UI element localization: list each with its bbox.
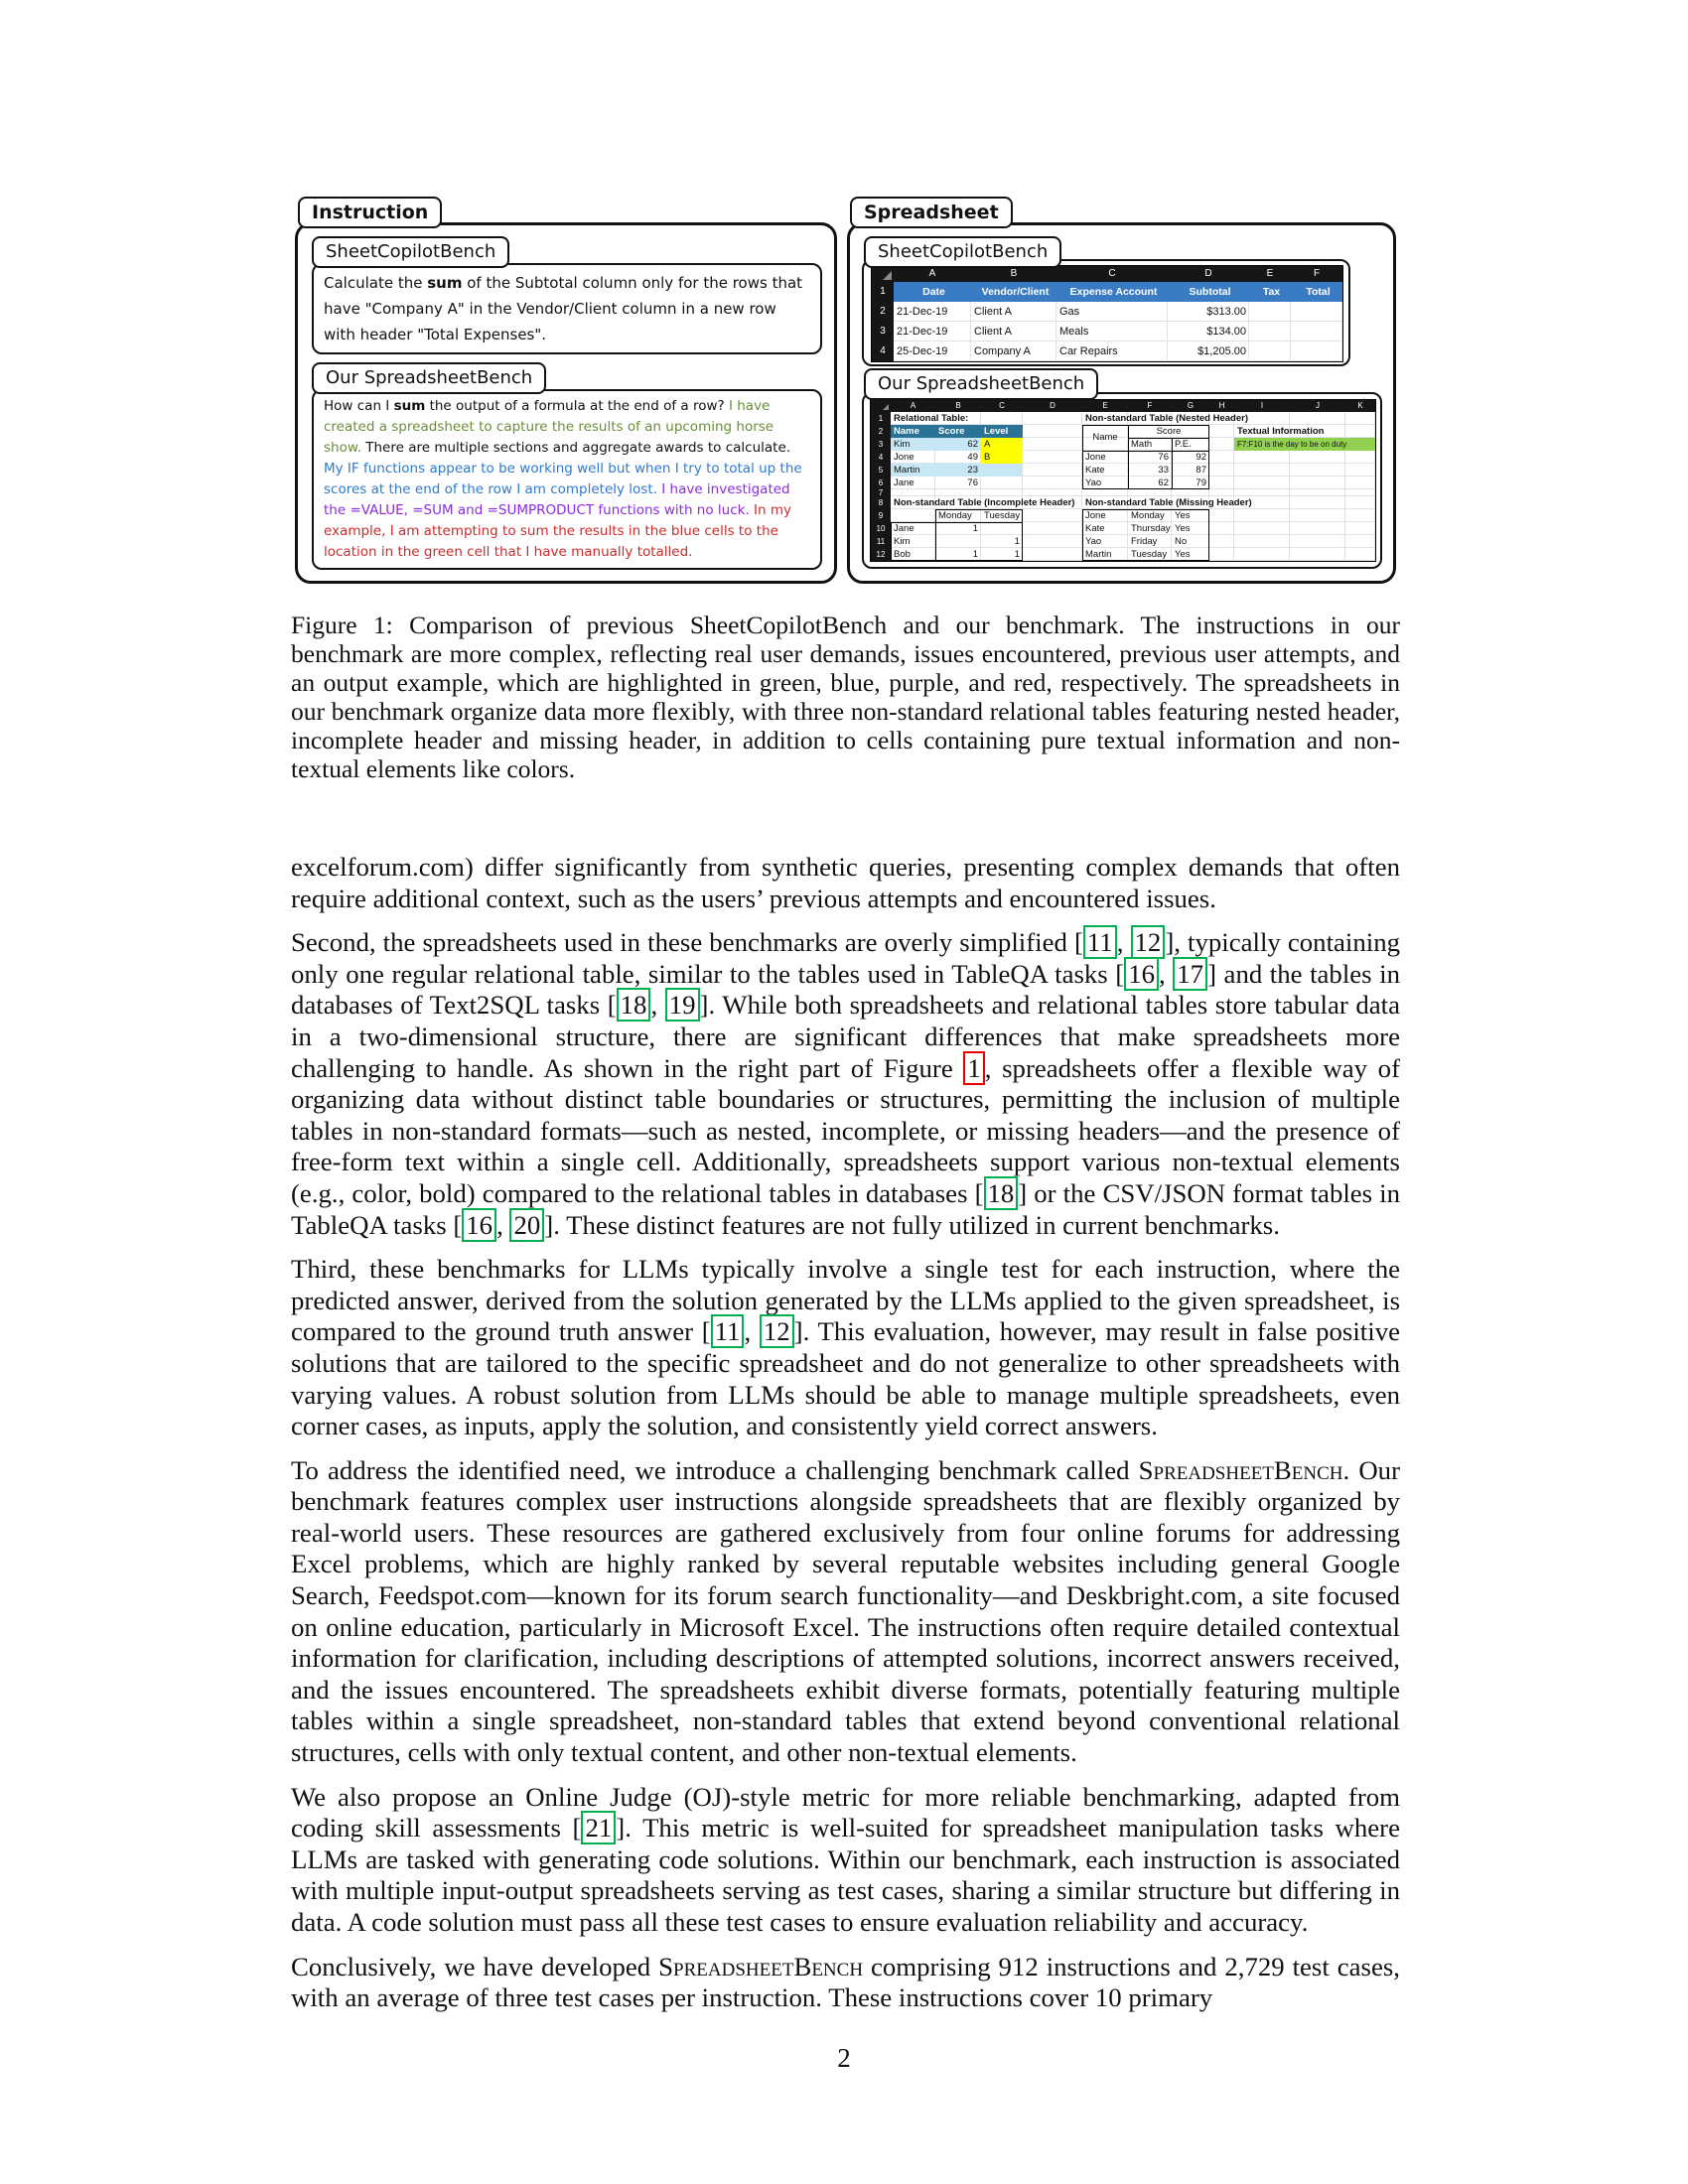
sheet-grid-cell: [1234, 489, 1290, 496]
text-segment: ,: [650, 990, 665, 1021]
sheet-grid-cell: [1209, 464, 1234, 477]
sheet-grid-cell: [981, 489, 1023, 496]
text-segment: We also propose an Online Judge (OJ)-style metric for more reliable benchmarking, adapted from coding skill assessments [: [291, 1781, 1400, 1843]
cell-name: Yao: [1085, 478, 1102, 488]
spreadsheetbench-spreadsheet: [870, 399, 1376, 562]
header-cell: Total: [1306, 286, 1331, 298]
column-header: B: [935, 400, 981, 412]
sheet-grid-cell: [1209, 548, 1234, 561]
text-segment: Calculate the: [324, 274, 428, 292]
sheet-grid-cell: [1128, 489, 1172, 496]
text-segment: ] or the CSV/JSON format tables in TableQA tasks [: [291, 1177, 1401, 1240]
sheet-grid-cell: [1345, 509, 1375, 522]
sheet-grid-cell: [1209, 425, 1234, 438]
header-cell: Date: [922, 286, 945, 298]
text-segment: sum: [427, 274, 463, 292]
cell-monday: 1: [972, 549, 978, 560]
column-header: E: [1249, 266, 1291, 282]
figure-1: [291, 197, 1400, 594]
cell-duty: Yes: [1175, 510, 1191, 521]
row-header: 10: [871, 522, 891, 535]
cell-duty: Yes: [1175, 523, 1191, 534]
sheetcopilotbench-instruction-tab: [312, 236, 509, 268]
sheetcopilotbench-spreadsheet: [871, 265, 1343, 362]
sheet-grid-cell: [1290, 464, 1345, 477]
instruction-tab-label: Instruction: [312, 202, 429, 223]
cell-score: 23: [967, 465, 978, 476]
text-segment: There are multiple sections and aggregate awards to calculate.: [360, 440, 791, 456]
sheet-grid-cell: [1249, 322, 1291, 341]
spreadsheetbench-sheet-tab-label: Our SpreadsheetBench: [878, 373, 1085, 394]
table-title: Non-standard Table (Missing Header): [1085, 497, 1252, 508]
row-header: 6: [871, 477, 891, 489]
sheet-grid-cell: [1290, 412, 1345, 425]
cell-score: 62: [967, 439, 978, 450]
text-segment: . Our benchmark features complex user instructions alongside spreadsheets that are flexibly organized by real-world users. These resources are gathered exclusively from four online forums for addressing Excel problems, which are highly ranked by several reputable websites including general Google Search, Feedspot.com—known for its forum search functionality—and Deskbright.com, a site focused on online education, particularly in Microsoft Excel. The instructions often require detailed contextual information for clarification, including descriptions of attempted solutions, incorrect answers received, and the issues encountered. The spreadsheets exhibit diverse formats, potentially featuring multiple tables within a single spreadsheet, non-standard tables that extend beyond conventional relational structures, cells with only textual content, and other non-textual elements.: [291, 1454, 1401, 1768]
sheet-grid-cell: [981, 412, 1023, 425]
cell-score: 49: [967, 452, 978, 463]
cell-level: B: [984, 452, 991, 463]
table-title: Relational Table:: [894, 413, 969, 424]
sheet-grid-cell: [1249, 341, 1291, 361]
cell-expense: Meals: [1059, 326, 1089, 338]
cell-day: Monday: [1131, 510, 1165, 521]
column-header: F: [1128, 400, 1172, 412]
paragraph: [291, 1254, 1400, 1442]
relational-header: Score: [938, 426, 965, 437]
citation-link[interactable]: 18: [984, 1176, 1019, 1210]
cell-name: Jone: [894, 452, 914, 463]
column-header: A: [891, 400, 935, 412]
sheet-grid-cell: [1249, 302, 1291, 322]
sheet-grid-cell: [891, 489, 935, 496]
text-segment: ,: [1159, 958, 1174, 989]
cell-score: 76: [967, 478, 978, 488]
row-header: 4: [872, 341, 894, 361]
citation-link[interactable]: 11: [1083, 925, 1117, 959]
paragraph: [291, 1952, 1400, 2014]
spreadsheetbench-sheet-box: [862, 392, 1382, 569]
row-header: 9: [871, 509, 891, 522]
cell-pe: 92: [1196, 452, 1206, 463]
paragraph: [291, 1782, 1400, 1939]
citation-link[interactable]: 12: [1131, 925, 1166, 959]
cell-level: A: [984, 439, 991, 450]
column-header: K: [1345, 400, 1375, 412]
sheet-grid-cell: [1345, 535, 1375, 548]
text-segment: Second, the spreadsheets used in these benchmarks are overly simplified [: [291, 927, 1083, 958]
citation-link[interactable]: 19: [665, 988, 700, 1022]
citation-link[interactable]: 20: [509, 1208, 544, 1242]
nested-name-header: Name: [1092, 432, 1118, 443]
table-title: Non-standard Table (Incomplete Header): [894, 497, 1075, 508]
sheet-grid-cell: [1290, 548, 1345, 561]
row-header: 3: [871, 438, 891, 451]
row-header: 7: [871, 489, 891, 496]
sheet-corner: [871, 400, 891, 412]
sheet-grid-cell: [1345, 522, 1375, 535]
column-header: F: [1291, 266, 1342, 282]
cell-day: Friday: [1131, 536, 1158, 547]
text-segment: the output of a formula at the end of a row?: [425, 398, 729, 414]
header-cell: Vendor/Client: [981, 286, 1050, 298]
table-title: Textual Information: [1237, 426, 1325, 437]
sheet-grid-cell: [1234, 509, 1290, 522]
citation-link[interactable]: 21: [581, 1811, 616, 1844]
sheet-corner: [872, 266, 894, 282]
sheet-grid-cell: [1345, 489, 1375, 496]
instruction-tab: [298, 197, 442, 228]
sheet-grid-cell: [1290, 451, 1345, 464]
row-header: 8: [871, 496, 891, 509]
text-segment: , spreadsheets offer a flexible way of organizing data without distinct table boundaries or structures, permitting the inclusion of multiple tables in non-standard formats—such as nested, incomplete, or missing headers—and the presence of free-form text within a single cell. Additionally, spreadsheets support various non-textual elements (e.g., color, bold) compared to the relational tables in databases [: [291, 1052, 1400, 1208]
sheet-grid-cell: [891, 509, 935, 522]
cell-duty: Yes: [1175, 549, 1191, 560]
cell-date: 25-Dec-19: [897, 345, 948, 357]
column-header: D: [1023, 400, 1082, 412]
sheetcopilotbench-instruction-text: [312, 263, 822, 354]
sheet-grid-cell: [1345, 464, 1375, 477]
sheet-grid-cell: [1023, 489, 1082, 496]
cell-vendor: Client A: [974, 306, 1012, 318]
text-segment: ], typically containing only one regular relational table, similar to the tables used in TableQA tasks [: [291, 927, 1400, 989]
sheet-grid-cell: [1234, 548, 1290, 561]
sheet-grid-cell: [1234, 451, 1290, 464]
sheet-grid-cell: [1023, 548, 1082, 561]
header-cell: Expense Account: [1069, 286, 1158, 298]
sheet-grid-cell: [1290, 477, 1345, 489]
sheet-grid-cell: [1023, 425, 1082, 438]
column-header: G: [1172, 400, 1209, 412]
sheetcopilotbench-sheet-tab: [864, 236, 1061, 268]
sheetcopilotbench-sheet-tab-label: SheetCopilotBench: [878, 241, 1049, 262]
cell-name: Jane: [894, 523, 914, 534]
nested-sub-header: Math: [1131, 439, 1153, 450]
text-segment: of the Subtotal column only for the rows that have "Company A" in the Vendor/Client column in a new row with header "Total Expenses".: [324, 274, 803, 343]
sheet-grid-cell: [1023, 535, 1082, 548]
cell-name: Kim: [894, 536, 911, 547]
body-text: [291, 852, 1400, 2027]
sheet-grid-cell: [1291, 302, 1342, 322]
citation-link[interactable]: 18: [617, 988, 651, 1022]
cell-expense: Car Repairs: [1059, 345, 1118, 357]
sheet-grid-cell: [1209, 535, 1234, 548]
text-segment: ]. This metric is well-suited for spreadsheet manipulation tasks where LLMs are tasked with generating code solutions. Within our benchmark, each instruction is associated with multiple input-output spreadsheets serving as test cases, sharing a similar structure but differing in data. A code solution must pass all these test cases to ensure evaluation reliability and accuracy.: [291, 1813, 1400, 1937]
sheet-grid-cell: [1291, 322, 1342, 341]
citation-link[interactable]: 16: [462, 1208, 496, 1242]
sheet-grid-cell: [1291, 341, 1342, 361]
text-segment: ] and the tables in databases of Text2SQL tasks [: [291, 958, 1400, 1021]
citation-link[interactable]: 12: [760, 1314, 794, 1348]
sheet-grid-cell: [1234, 477, 1290, 489]
header-cell: Subtotal: [1189, 286, 1231, 298]
cell-date: 21-Dec-19: [897, 306, 948, 318]
cell-day: Thursday: [1131, 523, 1171, 534]
sheet-grid-cell: [1290, 489, 1345, 496]
cell-pe: 79: [1196, 478, 1206, 488]
sheet-grid-cell: [1345, 477, 1375, 489]
cell-name: Jone: [1085, 452, 1106, 463]
sheet-grid-cell: [1023, 522, 1082, 535]
paragraph: [291, 852, 1400, 914]
sheet-grid-cell: [1023, 412, 1082, 425]
sheet-grid-cell: [1209, 522, 1234, 535]
cell-vendor: Company A: [974, 345, 1031, 357]
sheet-grid-cell: [1345, 548, 1375, 561]
column-header: I: [1234, 400, 1290, 412]
sheet-grid-cell: [1209, 509, 1234, 522]
cell-day: Tuesday: [1131, 549, 1168, 560]
incomplete-header: Tuesday: [984, 510, 1021, 521]
sheetcopilotbench-instruction-tab-label: SheetCopilotBench: [326, 241, 496, 262]
row-header: 5: [871, 464, 891, 477]
spreadsheet-tab-label: Spreadsheet: [864, 202, 999, 223]
sheet-grid-cell: [1209, 477, 1234, 489]
column-header: C: [981, 400, 1023, 412]
cell-name: Bob: [894, 549, 911, 560]
text-segment: ,: [744, 1316, 760, 1347]
cell-vendor: Client A: [974, 326, 1012, 338]
cell-subtotal: $134.00: [1206, 326, 1246, 338]
text-segment: How can I: [324, 398, 394, 414]
row-header: 2: [872, 302, 894, 322]
row-header: 1: [871, 412, 891, 425]
textual-note: F7:F10 is the day to be on duty: [1237, 440, 1347, 449]
cell-name: Kim: [894, 439, 911, 450]
cell-expense: Gas: [1059, 306, 1080, 318]
sheet-grid-cell: [1023, 451, 1082, 464]
instruction-panel: [295, 197, 837, 588]
text-segment: I have investigated the =VALUE, =SUM and =SUMPRODUCT functions with no luck.: [324, 481, 790, 518]
cell-subtotal: $313.00: [1206, 306, 1246, 318]
text-segment: ]. These distinct features are not fully utilized in current benchmarks.: [544, 1209, 1280, 1240]
sheet-grid-cell: [981, 477, 1023, 489]
paragraph: [291, 927, 1400, 1241]
sheet-grid-cell: [1234, 522, 1290, 535]
citation-link[interactable]: 17: [1173, 957, 1207, 991]
text-segment: I have created a spreadsheet to capture the results of an upcoming horse show.: [324, 398, 774, 456]
cell-name: Kate: [1085, 465, 1105, 476]
sheet-grid-cell: [1290, 522, 1345, 535]
sheet-grid-cell: [1345, 425, 1375, 438]
cell-date: 21-Dec-19: [897, 326, 948, 338]
text-segment: ]. While both spreadsheets and relational tables store tabular data in a two-dimensional structure, there are significant differences that make spreadsheets more challenging to handle. As shown in the right part of Figure: [291, 990, 1401, 1083]
page-number: 2: [837, 2043, 851, 2073]
sheet-grid-cell: [1023, 509, 1082, 522]
cell-name: Kate: [1085, 523, 1105, 534]
sheet-grid-cell: [1290, 535, 1345, 548]
cell-duty: No: [1175, 536, 1188, 547]
cell-name: Martin: [1085, 549, 1112, 560]
nested-sub-header: P.E.: [1175, 439, 1192, 450]
sheet-grid-cell: [1082, 489, 1128, 496]
cell-math: 62: [1158, 478, 1169, 488]
cell-subtotal: $1,205.00: [1197, 345, 1246, 357]
spreadsheetbench-sheet-tab: [864, 368, 1098, 400]
spreadsheetbench-instruction-text: [312, 389, 822, 570]
sheetcopilotbench-sheet-box: [862, 259, 1350, 366]
row-header: 1: [872, 282, 894, 302]
sheet-grid-cell: [1345, 451, 1375, 464]
cell-math: 76: [1158, 452, 1169, 463]
text-segment: comprising 912 instructions and 2,729 test cases, with an average of three test cases per instruction. These instructions cover 10 primary: [291, 1951, 1400, 2013]
row-header: 4: [871, 451, 891, 464]
sheet-grid-cell: [1172, 489, 1209, 496]
column-header: C: [1056, 266, 1168, 282]
text-segment: sum: [393, 398, 426, 414]
sheet-grid-cell: [1290, 509, 1345, 522]
relational-header: Level: [984, 426, 1009, 437]
spreadsheet-panel: [847, 197, 1396, 588]
text-segment: Third, these benchmarks for LLMs typically involve a single test for each instruction, where the predicted answer, derived from the solution generated by the LLMs applied to the given spreadsheet, is compared to the ground truth answer [: [291, 1254, 1400, 1347]
cell-name: Jone: [1085, 510, 1106, 521]
citation-link[interactable]: 11: [711, 1314, 745, 1348]
sheet-grid-cell: [1290, 496, 1345, 509]
table-title: Non-standard Table (Nested Header): [1085, 413, 1248, 424]
spreadsheet-tab: [850, 197, 1013, 228]
row-header: 12: [871, 548, 891, 561]
cell-name: Jane: [894, 478, 914, 488]
sheet-grid-cell: [1234, 464, 1290, 477]
cell-math: 33: [1158, 465, 1169, 476]
text-segment: ]. This evaluation, however, may result in false positive solutions that are tailored to the specific spreadsheet and do not generalize to other spreadsheets with varying values. A robust solution from LLMs should be able to manage multiple spreadsheets, even corner cases, as inputs, apply the solution, and consistently yield correct answers.: [291, 1316, 1400, 1441]
column-header: D: [1168, 266, 1249, 282]
cell-tuesday: 1: [1014, 536, 1020, 547]
sheet-grid-cell: [1023, 438, 1082, 451]
sheet-grid-cell: [1345, 496, 1375, 509]
column-header: B: [971, 266, 1056, 282]
cell-tuesday: 1: [1014, 549, 1020, 560]
row-header: 2: [871, 425, 891, 438]
header-cell: Tax: [1262, 286, 1281, 298]
sheet-grid-cell: [1023, 464, 1082, 477]
text-segment: SpreadsheetBench: [1138, 1454, 1343, 1485]
sheet-grid-cell: [1209, 489, 1234, 496]
figure-caption: [291, 611, 1400, 783]
spreadsheetbench-instruction-tab-label: Our SpreadsheetBench: [326, 367, 533, 388]
incomplete-header: Monday: [938, 510, 972, 521]
sheet-grid-cell: [1345, 412, 1375, 425]
sheet-grid-cell: [1023, 477, 1082, 489]
text-segment: excelforum.com) differ significantly from synthetic queries, presenting complex demands that often require additional context, such as the users’ previous attempts and encountered issues.: [291, 852, 1400, 913]
row-header: 11: [871, 535, 891, 548]
column-header: J: [1290, 400, 1345, 412]
relational-header: Name: [894, 426, 919, 437]
figure-ref-link[interactable]: 1: [963, 1051, 984, 1085]
sheet-grid-cell: [1209, 438, 1234, 451]
spreadsheet-panel-box: [847, 222, 1396, 584]
cell-name: Martin: [894, 465, 920, 476]
column-header: A: [894, 266, 971, 282]
text-segment: Conclusively, we have developed: [291, 1951, 659, 1981]
text-segment: To address the identified need, we introduce a challenging benchmark called: [291, 1454, 1139, 1485]
sheet-grid-cell: [1209, 451, 1234, 464]
text-segment: ,: [496, 1209, 510, 1240]
row-header: 3: [872, 322, 894, 341]
sheet-grid-cell: [935, 489, 981, 496]
nested-score-header: Score: [1156, 426, 1182, 437]
text-segment: ,: [1116, 927, 1131, 958]
paragraph: [291, 1455, 1400, 1769]
spreadsheetbench-instruction-tab: [312, 362, 546, 394]
cell-name: Yao: [1085, 536, 1102, 547]
column-header: H: [1209, 400, 1234, 412]
cell-monday: 1: [972, 523, 978, 534]
instruction-panel-box: [295, 222, 837, 584]
sheet-grid-cell: [1234, 535, 1290, 548]
text-segment: SpreadsheetBench: [658, 1951, 864, 1981]
text-segment: My IF functions appear to be working well but when I try to total up the scores at the end of the row I am completely lost.: [324, 461, 802, 497]
column-header: E: [1082, 400, 1128, 412]
text-segment: Figure 1: Comparison of previous SheetCopilotBench and our benchmark. The instructions in our benchmark are more complex, reflecting real user demands, issues encountered, previous user attempts, and an output example, which are highlighted in green, blue, purple, and red, respectively. The spreadsheets in our benchmark organize data more flexibly, with three non-standard relational tables featuring nested header, incomplete header and missing header, in addition to cells containing pure textual information and non-textual elements like colors.: [291, 611, 1400, 783]
cell-pe: 87: [1196, 465, 1206, 476]
citation-link[interactable]: 16: [1124, 957, 1159, 991]
text-segment: In my example, I am attempting to sum the results in the blue cells to the location in the green cell that I have manually totalled.: [324, 502, 792, 560]
